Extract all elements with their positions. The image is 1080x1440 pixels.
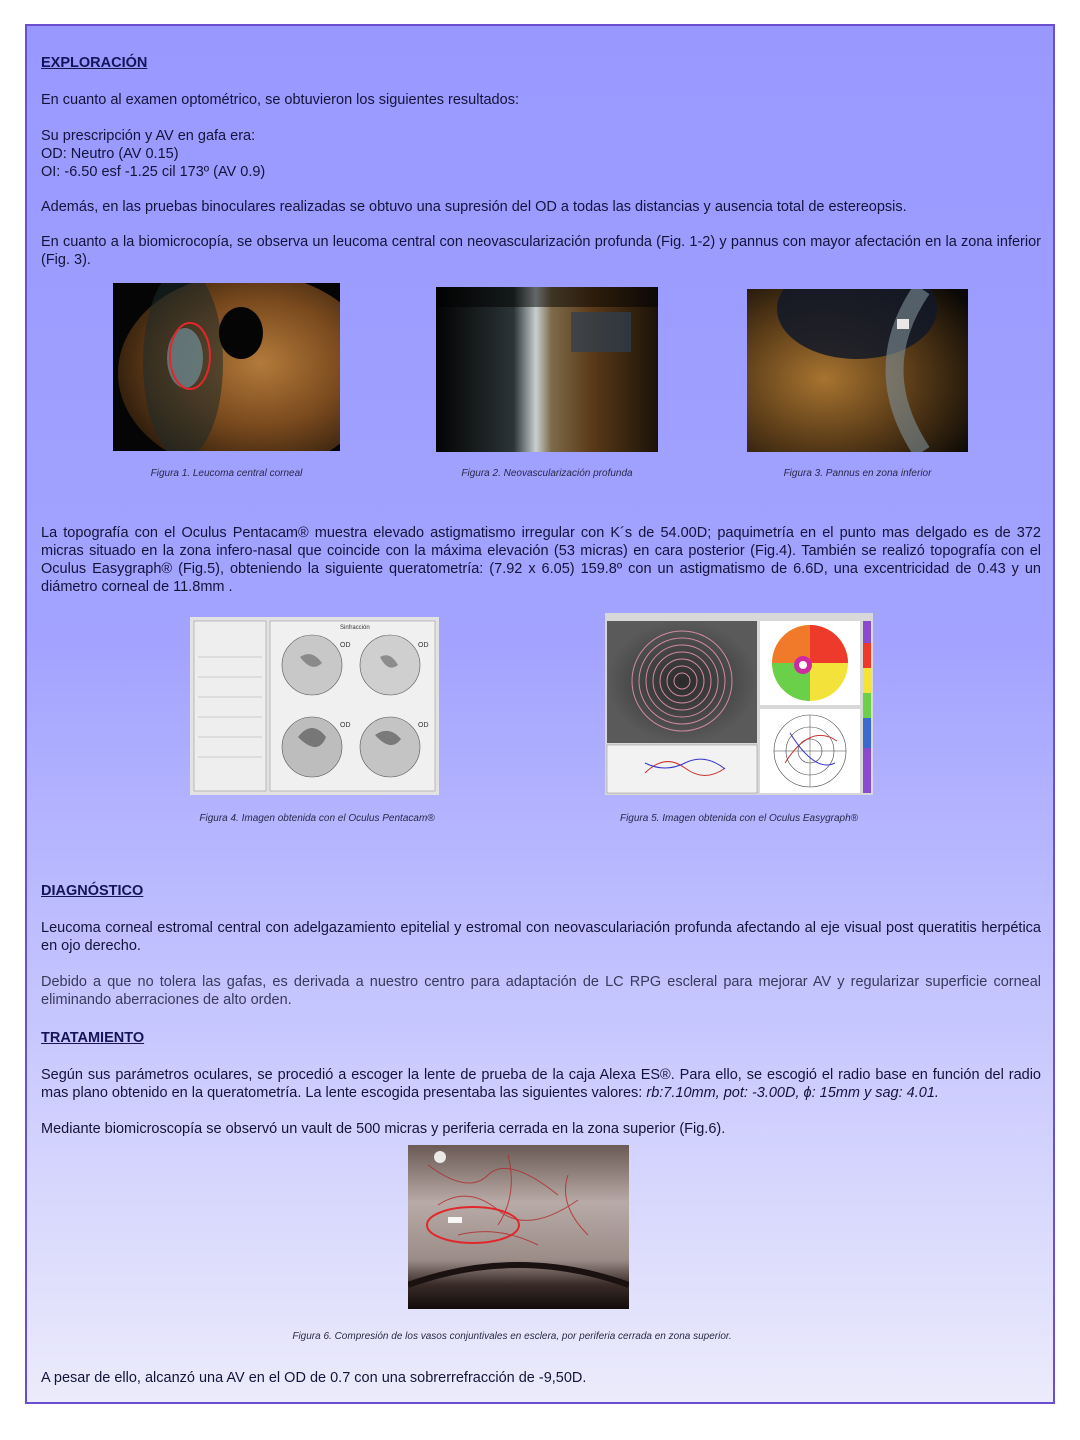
prescription-block (41, 127, 1041, 181)
pentacam-od-label-3: OD (340, 722, 351, 729)
pentacam-od-label-2: OD (418, 642, 429, 649)
figure-3-pannus-photo (747, 289, 968, 452)
prescription-oi: OI: -6.50 esf -1.25 cil 173º (AV 0.9) (41, 164, 266, 180)
result-text: A pesar de ello, alcanzó una AV en el OD de 0.7 con una sobrerrefracción de -9,50D. (41, 1370, 587, 1386)
figure-2-neovascularization-photo (436, 287, 658, 452)
prescription-od: OD: Neutro (AV 0.15) (41, 146, 179, 162)
binocular-text: Además, en las pruebas binoculares realizadas se obtuvo una supresión del OD a todas las distancias y ausencia total de estereopsis. (41, 199, 907, 215)
figure-2-caption: Figura 2. Neovascularización profunda (461, 468, 633, 479)
figure-5-easygraph-image (605, 613, 873, 795)
section-heading-tratamiento: TRATAMIENTO (41, 1030, 145, 1046)
pentacam-header-label: Sinfracción (340, 625, 370, 631)
figure-6-caption: Figura 6. Compresión de los vasos conjuntivales en esclera, por periferia cerrada en zona superior. (292, 1331, 732, 1342)
figure-6-scleral-photo (408, 1145, 629, 1309)
figure-1-leucoma-photo (113, 283, 340, 451)
treatment-lens-params: rb:7.10mm, pot: -3.00D, ϕ: 15mm y sag: 4.01. (646, 1085, 939, 1101)
prescription-title: Su prescripción y AV en gafa era: (41, 128, 256, 144)
figure-1-caption: Figura 1. Leucoma central corneal (150, 468, 303, 479)
topography-text: La topografía con el Oculus Pentacam® muestra elevado astigmatismo irregular con K´s de 54.00D; paquimetría en el punto mas delgado es de 372 micras situado en la zona infero-nasal que coincide con la máxima elevación (53 micras) en cara posterior (Fig.4). También se realizó topografía con el Oculus Easygraph® (Fig.5), obteniendo la siguiente queratometría: (7.92 x 6.05) 159.8º con un astigmatismo de 6.6D, una excentricidad de 0.43 y un diámetro corneal de 11.8mm . (41, 525, 1041, 595)
poster-panel (25, 24, 1055, 1404)
figure-3-caption: Figura 3. Pannus en zona inferior (783, 468, 932, 479)
section-heading-diagnostico: DIAGNÓSTICO (41, 883, 144, 899)
pentacam-od-label-4: OD (418, 722, 429, 729)
figure-4-pentacam-image (190, 617, 439, 795)
figure-4-caption: Figura 4. Imagen obtenida con el Oculus Pentacam® (199, 813, 435, 824)
section-heading-exploracion: EXPLORACIÓN (41, 55, 148, 71)
treatment-text-main: Según sus parámetros oculares, se procedió a escoger la lente de prueba de la caja Alexa ES®. Para ello, se escogió el radio base en función del radio mas plano obtenido en la queratometría. La lente escogida presentaba las siguientes valores: (41, 1067, 1041, 1101)
vault-text: Mediante biomicroscopía se observó un vault de 500 micras y periferia cerrada en la zona superior (Fig.6). (41, 1121, 726, 1137)
exploration-intro: En cuanto al examen optométrico, se obtuvieron los siguientes resultados: (41, 92, 519, 108)
referral-text: Debido a que no tolera las gafas, es derivada a nuestro centro para adaptación de LC RPG escleral para mejorar AV y regularizar superficie corneal eliminando aberraciones de alto orden. (41, 974, 1041, 1008)
diagnosis-text: Leucoma corneal estromal central con adelgazamiento epitelial y estromal con neovasculariación profunda afectando al eje visual post queratitis herpética en ojo derecho. (41, 920, 1041, 954)
treatment-text (41, 1066, 1041, 1102)
pentacam-od-label-1: OD (340, 642, 351, 649)
biomicroscopy-text: En cuanto a la biomicrocopía, se observa un leucoma central con neovascularización profunda (Fig. 1-2) y pannus con mayor afectación en la zona inferior (Fig. 3). (41, 234, 1041, 268)
figure-5-caption: Figura 5. Imagen obtenida con el Oculus Easygraph® (619, 813, 859, 824)
